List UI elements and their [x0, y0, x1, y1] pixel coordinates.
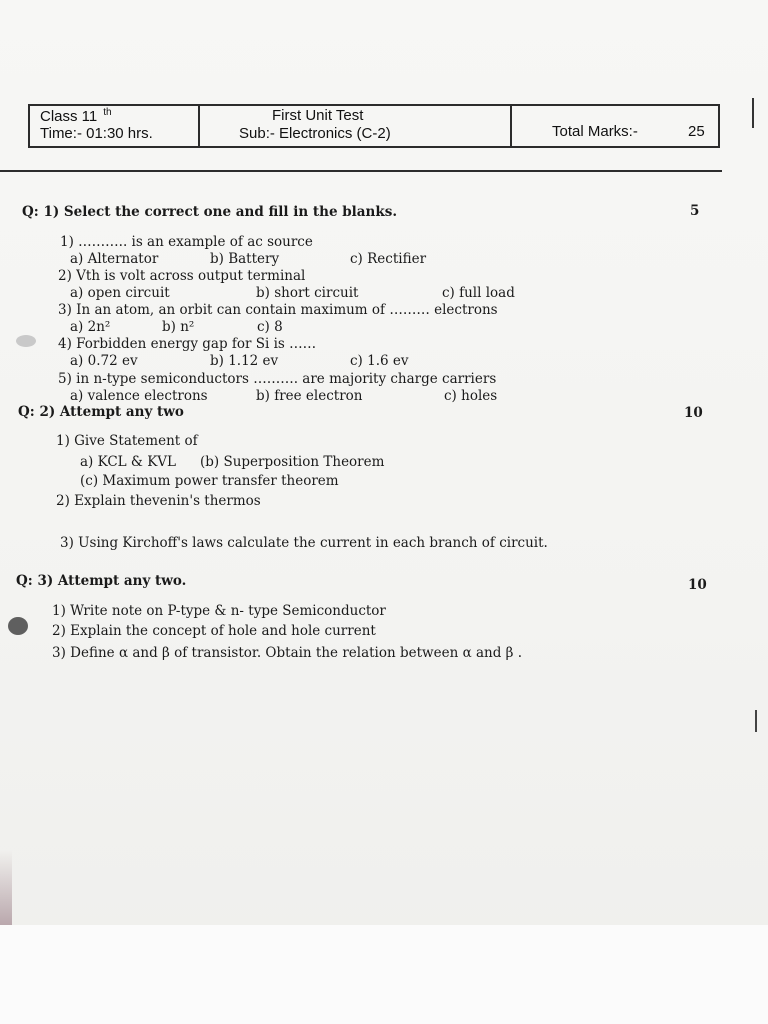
- time-label: Time:- 01:30 hrs.: [40, 125, 153, 142]
- q1-item-5-option-b: b) free electron: [256, 388, 363, 404]
- header-divider: [510, 106, 512, 146]
- punch-hole-mark: [8, 617, 28, 635]
- q1-item-3-option-a: a) 2n²: [70, 319, 111, 335]
- test-title: First Unit Test: [272, 107, 364, 124]
- total-marks-value: 25: [688, 123, 705, 140]
- punch-hole-mark: [16, 335, 36, 347]
- q1-item-5-option-c: c) holes: [444, 388, 498, 404]
- exam-header: [28, 104, 720, 148]
- q2-item-1-c: (c) Maximum power transfer theorem: [80, 473, 339, 489]
- edge-mark: [755, 710, 757, 732]
- q3-item-2: 2) Explain the concept of hole and hole current: [52, 623, 376, 639]
- q1-item-1-option-a: a) Alternator: [70, 251, 159, 267]
- q2-item-1-a: a) KCL & KVL: [80, 454, 177, 470]
- q1-item-4: 4) Forbidden energy gap for Si is ……: [58, 336, 317, 352]
- q2-item-1-b: (b) Superposition Theorem: [200, 454, 385, 470]
- q1-item-5-option-a: a) valence electrons: [70, 388, 208, 404]
- q1-item-3-option-b: b) n²: [162, 319, 195, 335]
- q1-item-4-option-b: b) 1.12 ev: [210, 353, 279, 369]
- total-marks-label: Total Marks:-: [552, 123, 638, 140]
- q1-item-2-option-c: c) full load: [442, 285, 515, 301]
- q2-marks: 10: [684, 405, 703, 421]
- q1-item-3: 3) In an atom, an orbit can contain maximum of ……… electrons: [58, 302, 498, 318]
- q1-item-1-option-b: b) Battery: [210, 251, 280, 267]
- page-edge-shadow: [0, 850, 12, 925]
- subject-label: Sub:- Electronics (C-2): [239, 125, 391, 142]
- q1-item-1: 1) ……….. is an example of ac source: [60, 234, 313, 250]
- q1-item-5: 5) in n-type semiconductors ………. are majority charge carriers: [58, 371, 497, 387]
- q3-item-1: 1) Write note on P-type & n- type Semiconductor: [52, 603, 386, 619]
- q1-item-4-option-c: c) 1.6 ev: [350, 353, 409, 369]
- q2-item-3: 3) Using Kirchoff's laws calculate the current in each branch of circuit.: [60, 535, 548, 551]
- page-margin-bottom: [0, 925, 768, 1024]
- class-label: Class 11 $^{th}$: [40, 107, 112, 125]
- q1-item-2: 2) Vth is volt across output terminal: [58, 268, 306, 284]
- q3-item-3: 3) Define α and β of transistor. Obtain the relation between α and β .: [52, 645, 523, 661]
- header-rule: [0, 170, 722, 172]
- q1-item-3-option-c: c) 8: [257, 319, 283, 335]
- q1-title: Q: 1) Select the correct one and fill in the blanks.: [22, 204, 398, 220]
- q2-item-2: 2) Explain thevenin's thermos: [56, 493, 261, 509]
- q3-marks: 10: [688, 577, 707, 593]
- edge-mark: [752, 98, 754, 128]
- q1-marks: 5: [690, 203, 700, 219]
- q1-item-4-option-a: a) 0.72 ev: [70, 353, 138, 369]
- q2-item-1: 1) Give Statement of: [56, 433, 198, 449]
- q3-title: Q: 3) Attempt any two.: [16, 573, 187, 589]
- q1-item-2-option-b: b) short circuit: [256, 285, 359, 301]
- q1-item-1-option-c: c) Rectifier: [350, 251, 427, 267]
- q2-title: Q: 2) Attempt any two: [18, 404, 184, 420]
- header-divider: [198, 106, 200, 146]
- q1-item-2-option-a: a) open circuit: [70, 285, 170, 301]
